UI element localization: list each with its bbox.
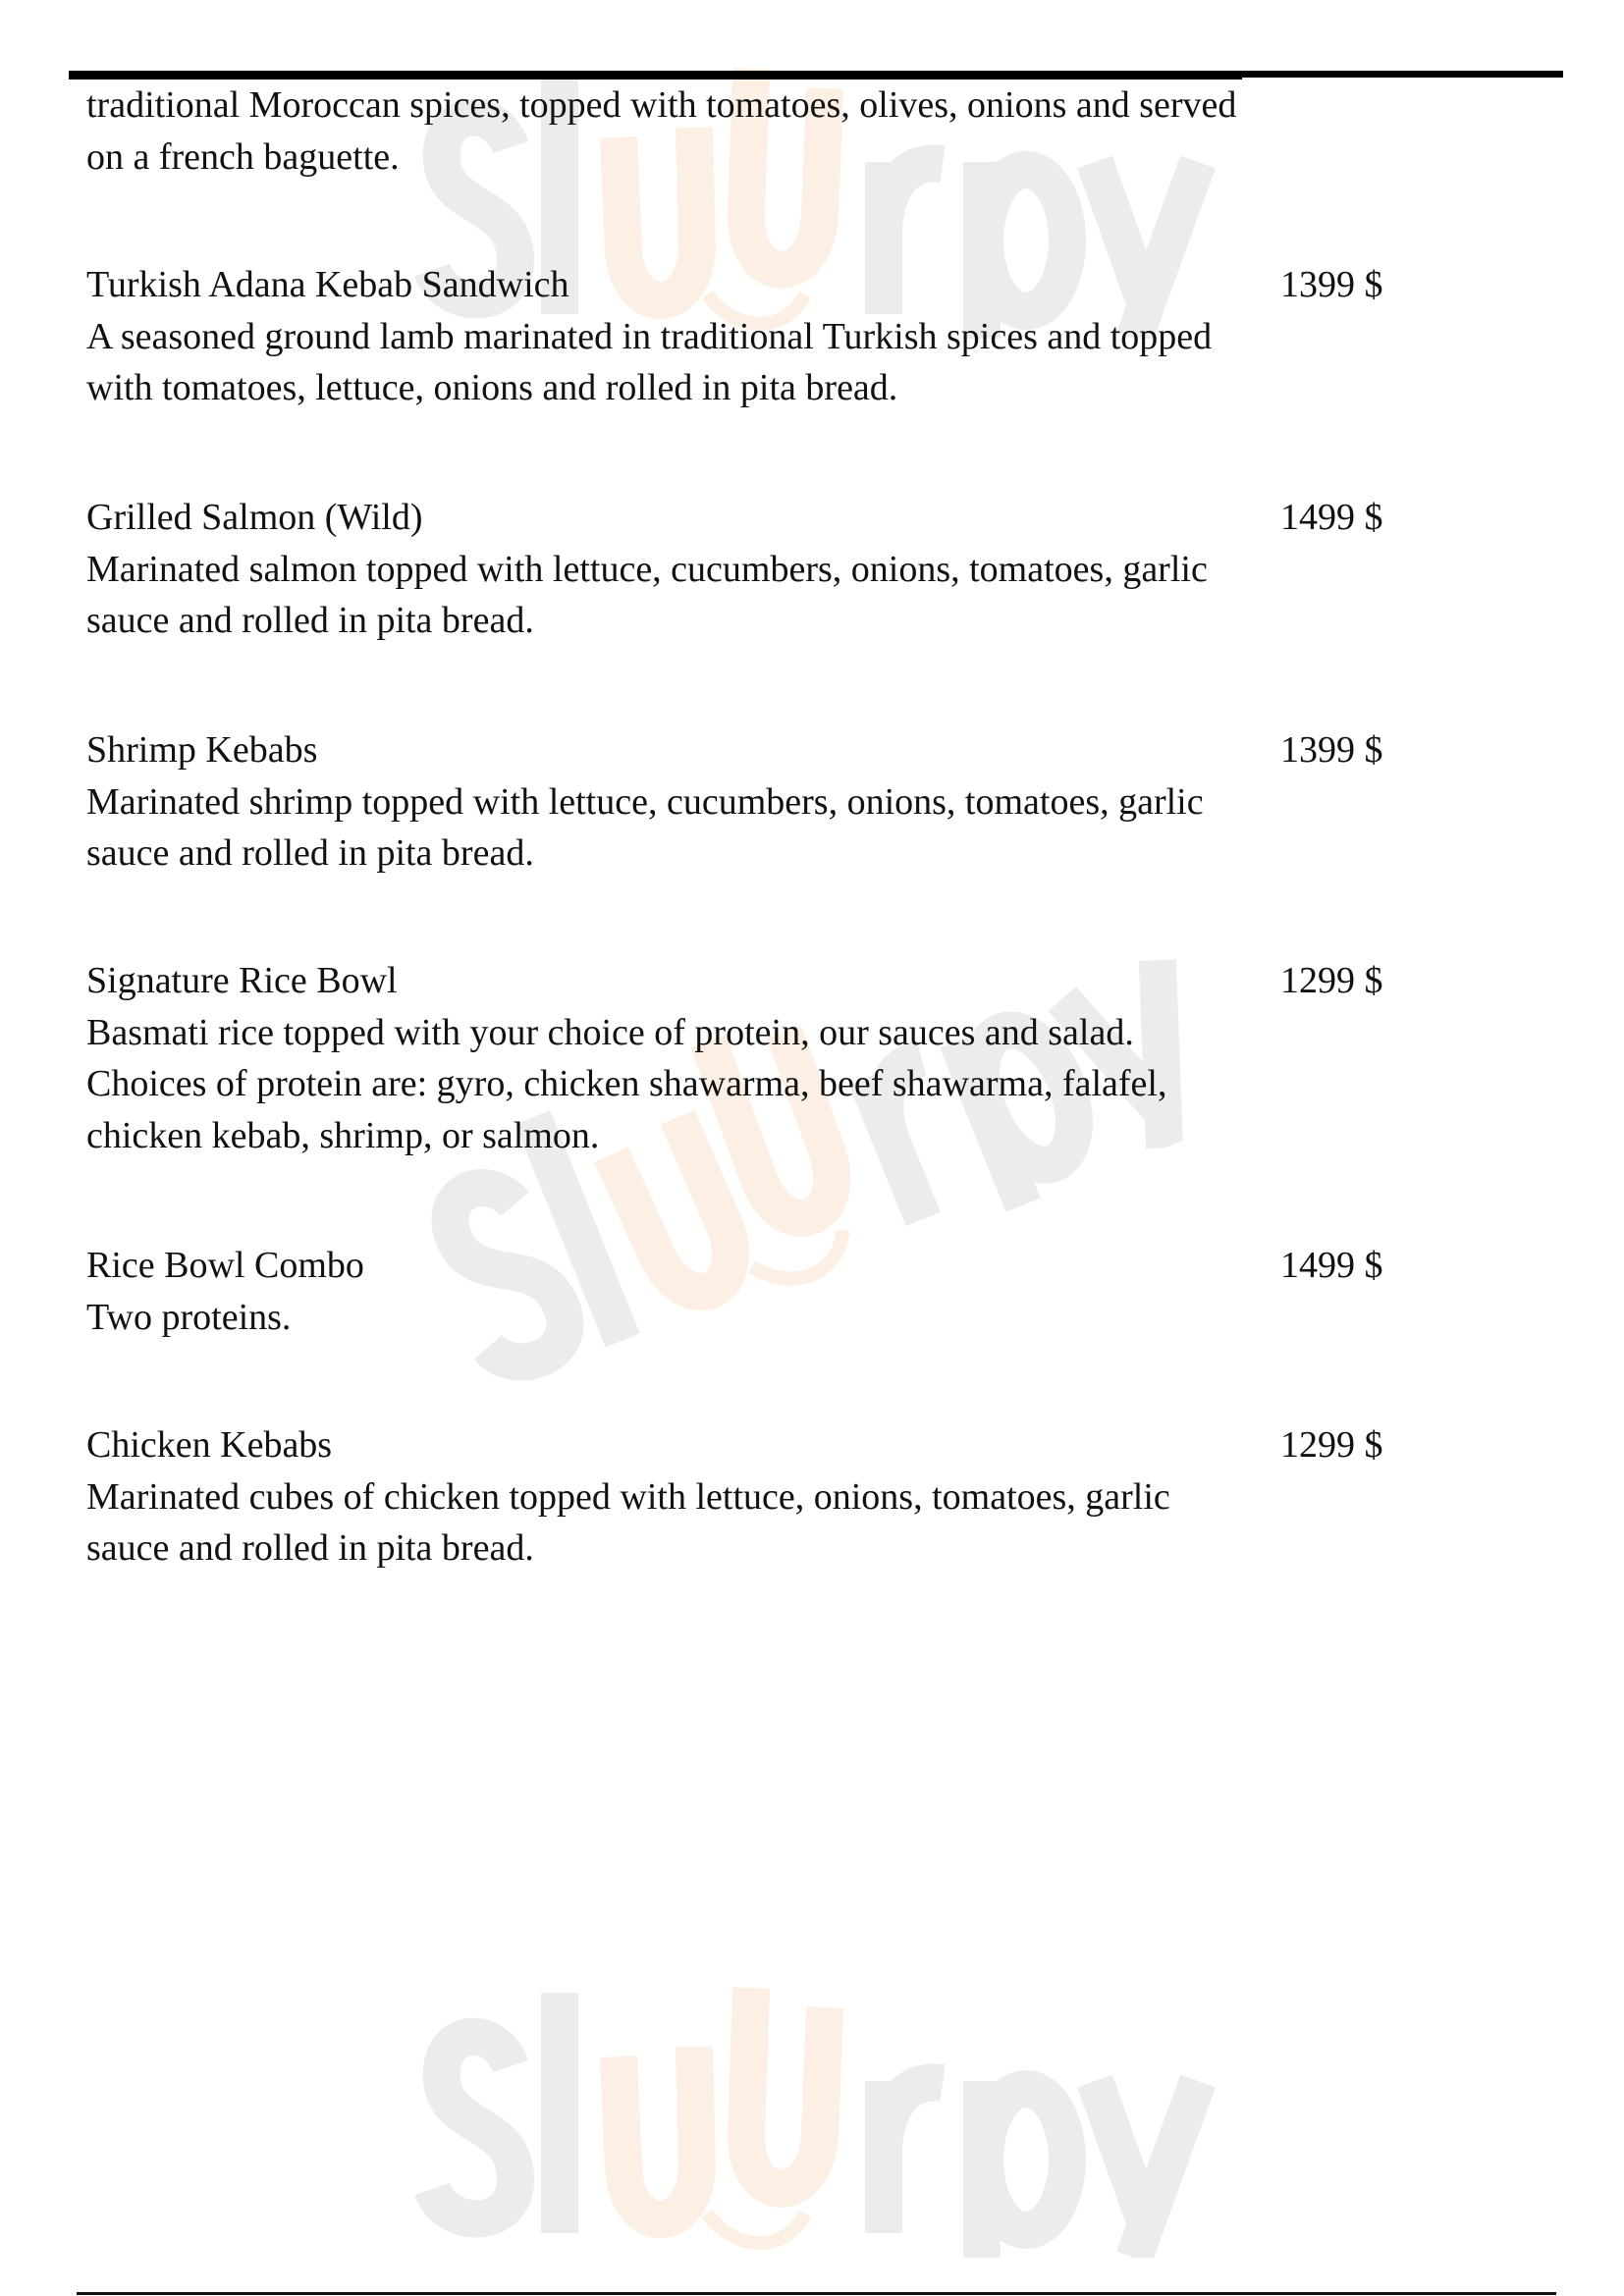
item-header <box>86 492 1559 544</box>
sluurpy-watermark-logo <box>412 1973 1227 2258</box>
top-rule <box>69 71 1563 78</box>
item-price: 1299 $ <box>1280 1424 1383 1466</box>
item-header <box>86 724 1559 776</box>
item-header <box>86 955 1559 1007</box>
menu-item <box>86 955 1559 1161</box>
item-name: Chicken Kebabs <box>86 1424 333 1466</box>
item-name: Turkish Adana Kebab Sandwich <box>86 264 569 305</box>
menu-item <box>86 1419 1559 1575</box>
item-name: Signature Rice Bowl <box>86 960 398 1001</box>
item-header <box>86 259 1559 311</box>
menu-item <box>86 1240 1559 1343</box>
item-name: Shrimp Kebabs <box>86 729 318 771</box>
item-description: Marinated salmon topped with lettuce, cucumbers, onions, tomatoes, garlic sauce and rolled in pita bread. <box>86 548 1208 641</box>
item-price: 1399 $ <box>1280 264 1383 305</box>
item-price: 1499 $ <box>1280 497 1383 538</box>
item-name: Rice Bowl Combo <box>86 1245 364 1286</box>
item-description: Two proteins. <box>86 1296 292 1338</box>
continued-description <box>86 80 1559 183</box>
item-header <box>86 1419 1559 1471</box>
item-description: traditional Moroccan spices, topped with tomatoes, olives, onions and served on a french baguette. <box>86 84 1237 178</box>
item-price: 1299 $ <box>1280 960 1383 1001</box>
item-price: 1399 $ <box>1280 729 1383 771</box>
item-description: A seasoned ground lamb marinated in traditional Turkish spices and topped with tomatoes, lettuce, onions and rolled in pita bread. <box>86 315 1213 408</box>
menu-item <box>86 724 1559 880</box>
menu-item <box>86 492 1559 647</box>
item-price: 1499 $ <box>1280 1245 1383 1286</box>
item-description: Marinated shrimp topped with lettuce, cucumbers, onions, tomatoes, garlic sauce and rolled in pita bread. <box>86 780 1204 874</box>
item-description: Basmati rice topped with your choice of protein, our sauces and salad. Choices of protein are: gyro, chicken shawarma, beef shawarma, falafel, chicken kebab, shrimp, or salmon. <box>86 1011 1167 1156</box>
bottom-rule <box>77 2292 1556 2295</box>
item-name: Grilled Salmon (Wild) <box>86 497 423 538</box>
menu-item <box>86 259 1559 414</box>
item-description: Marinated cubes of chicken topped with lettuce, onions, tomatoes, garlic sauce and rolled in pita bread. <box>86 1475 1170 1569</box>
item-header <box>86 1240 1559 1292</box>
